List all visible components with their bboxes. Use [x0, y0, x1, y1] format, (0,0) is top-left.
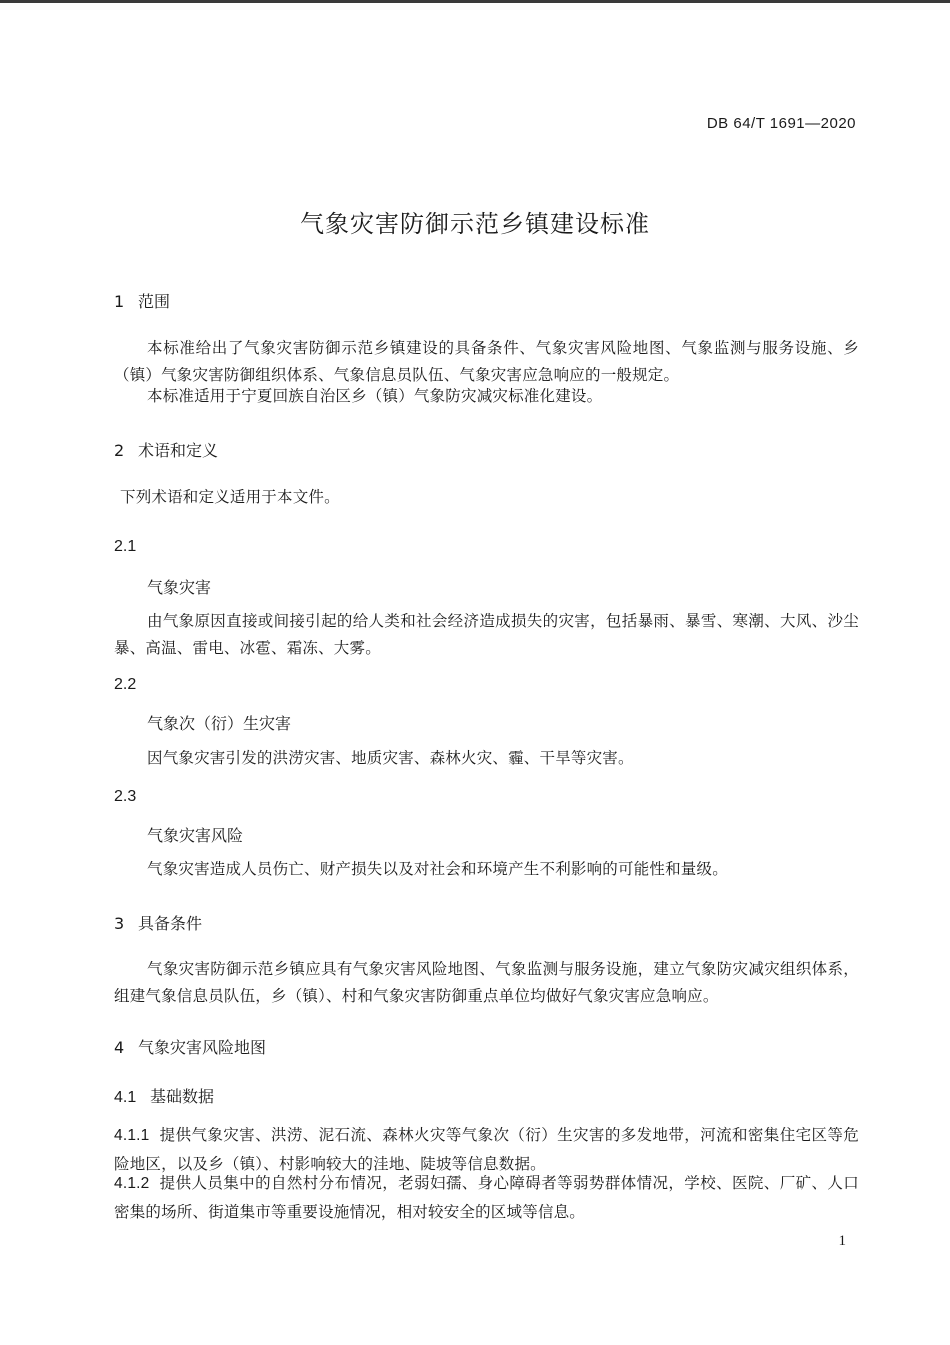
section-2-heading	[114, 438, 218, 461]
scope-paragraph-2: 本标准适用于宁夏回族自治区乡（镇）气象防灾减灾标准化建设。	[147, 387, 603, 405]
section-1-heading	[114, 289, 170, 312]
term-number: 2.3	[114, 788, 137, 805]
section-4-heading	[114, 1035, 266, 1058]
conditions-paragraph: 气象灾害防御示范乡镇应具有气象灾害风险地图、气象监测与服务设施，建立气象防灾减灾组织体系，组建气象信息员队伍，乡（镇）、村和气象灾害防御重点单位均做好气象灾害应急响应。	[114, 960, 859, 1005]
clause-4-1-2	[114, 1169, 859, 1226]
term-number: 2.1	[114, 538, 137, 555]
page-top-edge	[0, 0, 950, 3]
term-name: 气象灾害	[147, 578, 212, 597]
subsection-title: 基础数据	[150, 1087, 215, 1106]
subsection-number: 4.1	[114, 1089, 137, 1106]
term-definition: 气象灾害造成人员伤亡、财产损失以及对社会和环境产生不利影响的可能性和量级。	[147, 860, 728, 878]
document-title: 气象灾害防御示范乡镇建设标准	[300, 210, 650, 238]
term-definition: 由气象原因直接或间接引起的给人类和社会经济造成损失的灾害，包括暴雨、暴雪、寒潮、大风、沙尘暴、高温、雷电、冰雹、霜冻、大雾。	[114, 612, 859, 657]
section-title: 术语和定义	[138, 441, 219, 460]
section-number: 2	[114, 441, 125, 460]
section-title: 范围	[138, 292, 171, 311]
term-number: 2.2	[114, 676, 137, 693]
term-definition: 因气象灾害引发的洪涝灾害、地质灾害、森林火灾、霾、干旱等灾害。	[147, 749, 634, 767]
section-title: 具备条件	[138, 914, 203, 933]
terms-intro: 下列术语和定义适用于本文件。	[120, 488, 340, 506]
term-name: 气象灾害风险	[147, 826, 244, 845]
term-name: 气象次（衍）生灾害	[147, 714, 292, 733]
subsection-4-1-heading	[114, 1084, 214, 1107]
clause-text: 提供人员集中的自然村分布情况，老弱妇孺、身心障碍者等弱势群体情况，学校、医院、厂矿、人口密集的场所、街道集市等重要设施情况，相对较安全的区域等信息。	[114, 1174, 859, 1221]
section-title: 气象灾害风险地图	[138, 1038, 267, 1057]
section-number: 4	[114, 1038, 125, 1057]
section-number: 3	[114, 914, 125, 933]
clause-number: 4.1.1	[114, 1127, 150, 1144]
scope-paragraph-1: 本标准给出了气象灾害防御示范乡镇建设的具备条件、气象灾害风险地图、气象监测与服务设施、乡（镇）气象灾害防御组织体系、气象信息员队伍、气象灾害应急响应的一般规定。	[114, 339, 859, 384]
clause-number: 4.1.2	[114, 1175, 150, 1192]
clause-text: 提供气象灾害、洪涝、泥石流、森林火灾等气象次（衍）生灾害的多发地带，河流和密集住宅区等危险地区，以及乡（镇）、村影响较大的洼地、陡坡等信息数据。	[114, 1126, 859, 1173]
section-number: 1	[114, 292, 125, 311]
section-3-heading	[114, 911, 202, 934]
page-number: 1	[838, 1233, 846, 1249]
standard-code: DB 64/T 1691—2020	[706, 115, 856, 132]
